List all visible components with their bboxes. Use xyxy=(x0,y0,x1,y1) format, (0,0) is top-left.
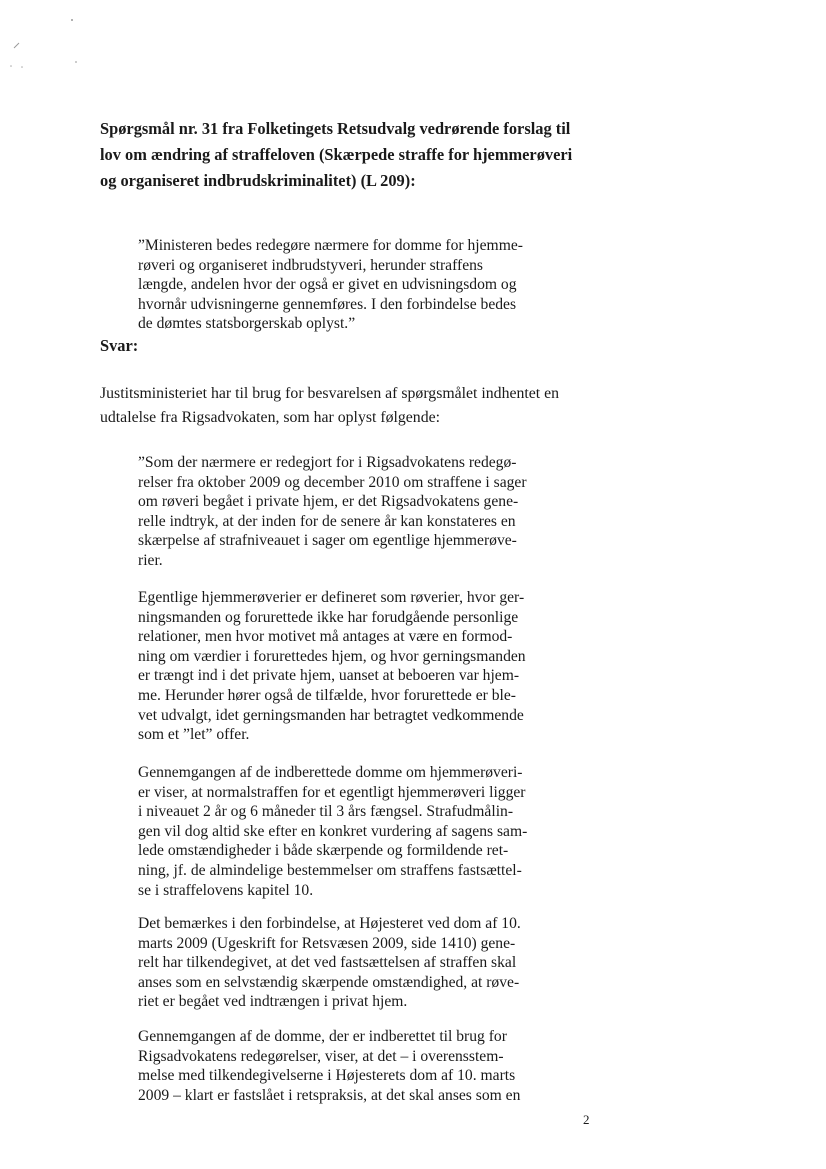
intro-line: Justitsministeriet har til brug for besvarelsen af spørgsmålet indhentet en xyxy=(100,385,560,402)
paragraph-line: ningsmanden og forurettede ikke har forudgående personlige xyxy=(138,608,519,626)
paragraph-5 xyxy=(138,1027,561,1105)
paragraph-line: se i straffelovens kapitel 10. xyxy=(138,881,314,899)
quote-line: længde, andelen hvor der også er givet en udvisningsdom og xyxy=(138,276,517,294)
paragraph-line: melse med tilkendegivelserne i Højesterets dom af 10. marts xyxy=(138,1067,516,1085)
quote-line: røveri og organiseret indbrudstyveri, herunder straffens xyxy=(138,256,483,274)
paragraph-line: 2009 – klart er fastslået i retspraksis, at det skal anses som en xyxy=(138,1086,521,1104)
paragraph-line: er viser, at normalstraffen for et egentligt hjemmerøveri ligger xyxy=(138,783,526,801)
paragraph-line: ning om værdier i forurettedes hjem, og hvor gerningsmanden xyxy=(138,647,526,665)
question-heading xyxy=(100,116,620,194)
quote-line: ”Ministeren bedes redegøre nærmere for domme for hjemme- xyxy=(138,237,523,254)
paragraph-line: Gennemgangen af de indberettede domme om hjemmerøveri- xyxy=(138,764,523,781)
paragraph-line: Gennemgangen af de domme, der er indberettet til brug for xyxy=(138,1028,507,1045)
paragraph-line: riet er begået ved indtrængen i privat hjem. xyxy=(138,993,408,1011)
quote-line: de dømtes statsborgerskab oplyst.” xyxy=(138,315,356,333)
paragraph-line: relle indtryk, at der inden for de senere år kan konstateres en xyxy=(138,512,516,530)
paragraph-line: skærpelse af strafniveauet i sager om egentlige hjemmerøve- xyxy=(138,532,517,550)
paragraph-line: som et ”let” offer. xyxy=(138,726,250,744)
paragraph-line: Rigsadvokatens redegørelser, viser, at det – i overensstem- xyxy=(138,1047,504,1065)
answer-label: Svar: xyxy=(100,336,139,355)
scan-specks xyxy=(0,0,826,120)
paragraph-4 xyxy=(138,914,561,1012)
paragraph-line: om røveri begået i private hjem, er det Rigsadvokatens gene- xyxy=(138,493,519,511)
intro-line: udtalelse fra Rigsadvokaten, som har oplyst følgende: xyxy=(100,408,440,426)
paragraph-1 xyxy=(138,453,561,571)
paragraph-line: relt har tilkendegivet, at det ved fastsættelsen af straffen skal xyxy=(138,954,517,972)
paragraph-line: i niveauet 2 år og 6 måneder til 3 års fængsel. Strafudmålin- xyxy=(138,803,514,821)
paragraph-line: marts 2009 (Ugeskrift for Retsvæsen 2009, side 1410) gene- xyxy=(138,934,516,952)
paragraph-2 xyxy=(138,588,561,745)
heading-line: Spørgsmål nr. 31 fra Folketingets Retsudvalg vedrørende forslag til xyxy=(100,119,571,138)
question-quote xyxy=(138,236,558,334)
quote-line: hvornår udvisningerne gennemføres. I den forbindelse bedes xyxy=(138,295,517,313)
paragraph-line: ”Som der nærmere er redegjort for i Rigsadvokatens redegø- xyxy=(138,454,517,471)
paragraph-line: gen vil dog altid ske efter en konkret vurdering af sagens sam- xyxy=(138,822,528,840)
heading-line: lov om ændring af straffeloven (Skærpede straffe for hjemmerøveri xyxy=(100,145,573,164)
paragraph-line: relser fra oktober 2009 og december 2010 om straffene i sager xyxy=(138,473,527,491)
paragraph-3 xyxy=(138,763,561,900)
paragraph-line: ning, jf. de almindelige bestemmelser om straffens fastsættel- xyxy=(138,861,522,879)
paragraph-line: rier. xyxy=(138,551,163,569)
paragraph-line: relationer, men hvor motivet må antages at være en formod- xyxy=(138,628,513,646)
paragraph-line: Egentlige hjemmerøverier er defineret som røverier, hvor ger- xyxy=(138,589,525,606)
paragraph-line: lede omstændigheder i både skærpende og formildende ret- xyxy=(138,842,509,860)
paragraph-line: me. Herunder hører også de tilfælde, hvor forurettede er ble- xyxy=(138,686,516,704)
heading-line: og organiseret indbrudskriminalitet) (L 209): xyxy=(100,171,416,190)
paragraph-line: vet udvalgt, idet gerningsmanden har betragtet vedkommende xyxy=(138,706,524,724)
answer-intro xyxy=(100,382,596,429)
page-number: 2 xyxy=(583,1112,590,1127)
paragraph-line: er trængt ind i det private hjem, uanset at beboeren var hjem- xyxy=(138,667,520,685)
paragraph-line: Det bemærkes i den forbindelse, at Højesteret ved dom af 10. xyxy=(138,915,521,932)
paragraph-line: anses som en selvstændig skærpende omstændighed, at røve- xyxy=(138,973,520,991)
